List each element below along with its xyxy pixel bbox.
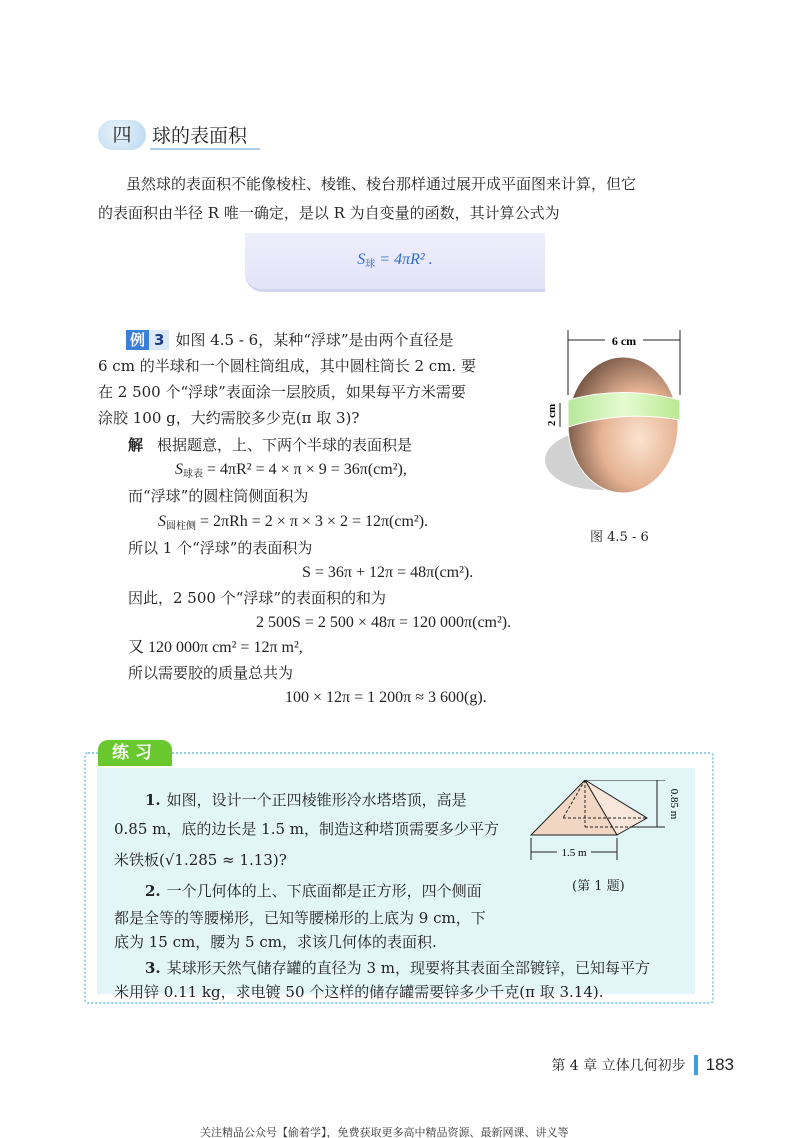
pyramid-height-label: 0.85 m: [668, 788, 680, 820]
example-line: 在 2 500 个“浮球”表面涂一层胶质，如果每平方米需要: [98, 383, 466, 401]
page-number: 183: [705, 1055, 734, 1074]
example-number: 3: [149, 330, 169, 350]
solution-line: 又 120 000π cm² = 12π m²,: [128, 639, 303, 656]
exercise-number: 1.: [145, 791, 161, 809]
pyramid-base-label: 1.5 m: [561, 847, 587, 859]
watermark-text: 关注精品公众号【偷着学】，免费获取更多高中精品资源、最新网课、讲义等: [200, 1126, 569, 1138]
exercise-line: 米铁板(√1.285 ≈ 1.13)?: [114, 851, 287, 869]
solution-formula: [158, 512, 428, 537]
formula-sub: 球: [365, 259, 376, 270]
solution-formula: 100 × 12π = 1 200π ≈ 3 600(g).: [285, 689, 487, 706]
formula-s: S: [357, 251, 366, 268]
solution-line: [128, 435, 412, 455]
solution-formula: 2 500S = 2 500 × 48π = 120 000π(cm²).: [256, 614, 512, 631]
figure-caption: 图 4.5 - 6: [590, 530, 649, 545]
formula-sub: 球表: [183, 469, 203, 480]
ball-body: [568, 357, 678, 493]
exercise-line: 米用锌 0.11 kg，求电镀 50 个这样的储存罐需要锌多少千克(π 取 3.14).: [114, 983, 604, 1001]
exercise-number: 2.: [145, 882, 161, 900]
float-ball-figure: [530, 325, 700, 515]
formula-s: S: [175, 461, 183, 478]
formula-rest: = 4πR² .: [375, 251, 433, 268]
example-tag: 例: [126, 330, 149, 350]
solution-label: 解: [128, 436, 144, 454]
solution-line: 所以 1 个“浮球”的表面积为: [128, 539, 313, 557]
formula-s: S: [158, 513, 166, 530]
section-underline: [150, 148, 260, 150]
height-label: 2 cm: [546, 403, 558, 427]
exercise-line: [145, 790, 467, 810]
sphere-area-formula: [245, 251, 545, 270]
page-footer: [551, 1055, 734, 1075]
solution-line: 而“浮球”的圆柱筒侧面积为: [128, 487, 309, 505]
example-line: 涂胶 100 g，大约需胶多少克(π 取 3)?: [98, 409, 360, 427]
exercise-number: 3.: [145, 959, 161, 977]
section-title: 球的表面积: [152, 125, 248, 147]
exercise-line: 0.85 m，底的边长是 1.5 m，制造这种塔顶需要多少平方: [114, 820, 500, 838]
exercise-text: 一个几何体的上、下底面都是正方形，四个侧面: [166, 882, 482, 900]
intro-line: 的表面积由半径 R 唯一确定，是以 R 为自变量的函数，其计算公式为: [98, 204, 560, 222]
formula-rest: = 2πRh = 2 × π × 3 × 2 = 12π(cm²).: [196, 513, 429, 530]
formula-box: [245, 233, 545, 292]
footer-divider: [694, 1055, 698, 1075]
formula-sub: 圆柱侧: [166, 521, 196, 532]
example-line: 6 cm 的半球和一个圆柱筒组成，其中圆柱筒长 2 cm. 要: [98, 357, 476, 375]
formula-rest: = 4πR² = 4 × π × 9 = 36π(cm²),: [203, 461, 407, 478]
example-text: 如图 4.5 - 6，某种“浮球”是由两个直径是: [175, 331, 454, 349]
example-line: [126, 330, 454, 350]
section-number: 四: [98, 120, 146, 150]
exercise-line: [145, 958, 650, 978]
exercise-line: [145, 881, 482, 901]
solution-line: 所以需要胶的质量总共为: [128, 664, 294, 682]
solution-formula: S = 36π + 12π = 48π(cm²).: [302, 564, 474, 581]
intro-line: 虽然球的表面积不能像棱柱、棱锥、棱台那样通过展开成平面图来计算，但它: [126, 175, 637, 193]
exercise-line: 都是全等的等腰梯形，已知等腰梯形的上底为 9 cm，下: [114, 909, 486, 927]
solution-text: 根据题意，上、下两个半球的表面积是: [157, 436, 413, 454]
exercise-line: 底为 15 cm，腰为 5 cm，求该几何体的表面积.: [114, 933, 437, 951]
pyramid-caption: (第 1 题): [572, 879, 625, 894]
pyramid-figure: [525, 780, 705, 870]
width-label: 6 cm: [611, 334, 637, 348]
exercise-text: 某球形天然气储存罐的直径为 3 m，现要将其表面全部镀锌，已知每平方: [166, 959, 650, 977]
solution-line: 因此，2 500 个“浮球”的表面积的和为: [128, 589, 387, 607]
chapter-title: 第 4 章 立体几何初步: [551, 1058, 686, 1074]
exercise-text: 如图，设计一个正四棱锥形冷水塔塔顶，高是: [166, 791, 467, 809]
solution-formula: [175, 460, 407, 485]
practice-label: 练习: [98, 740, 172, 766]
